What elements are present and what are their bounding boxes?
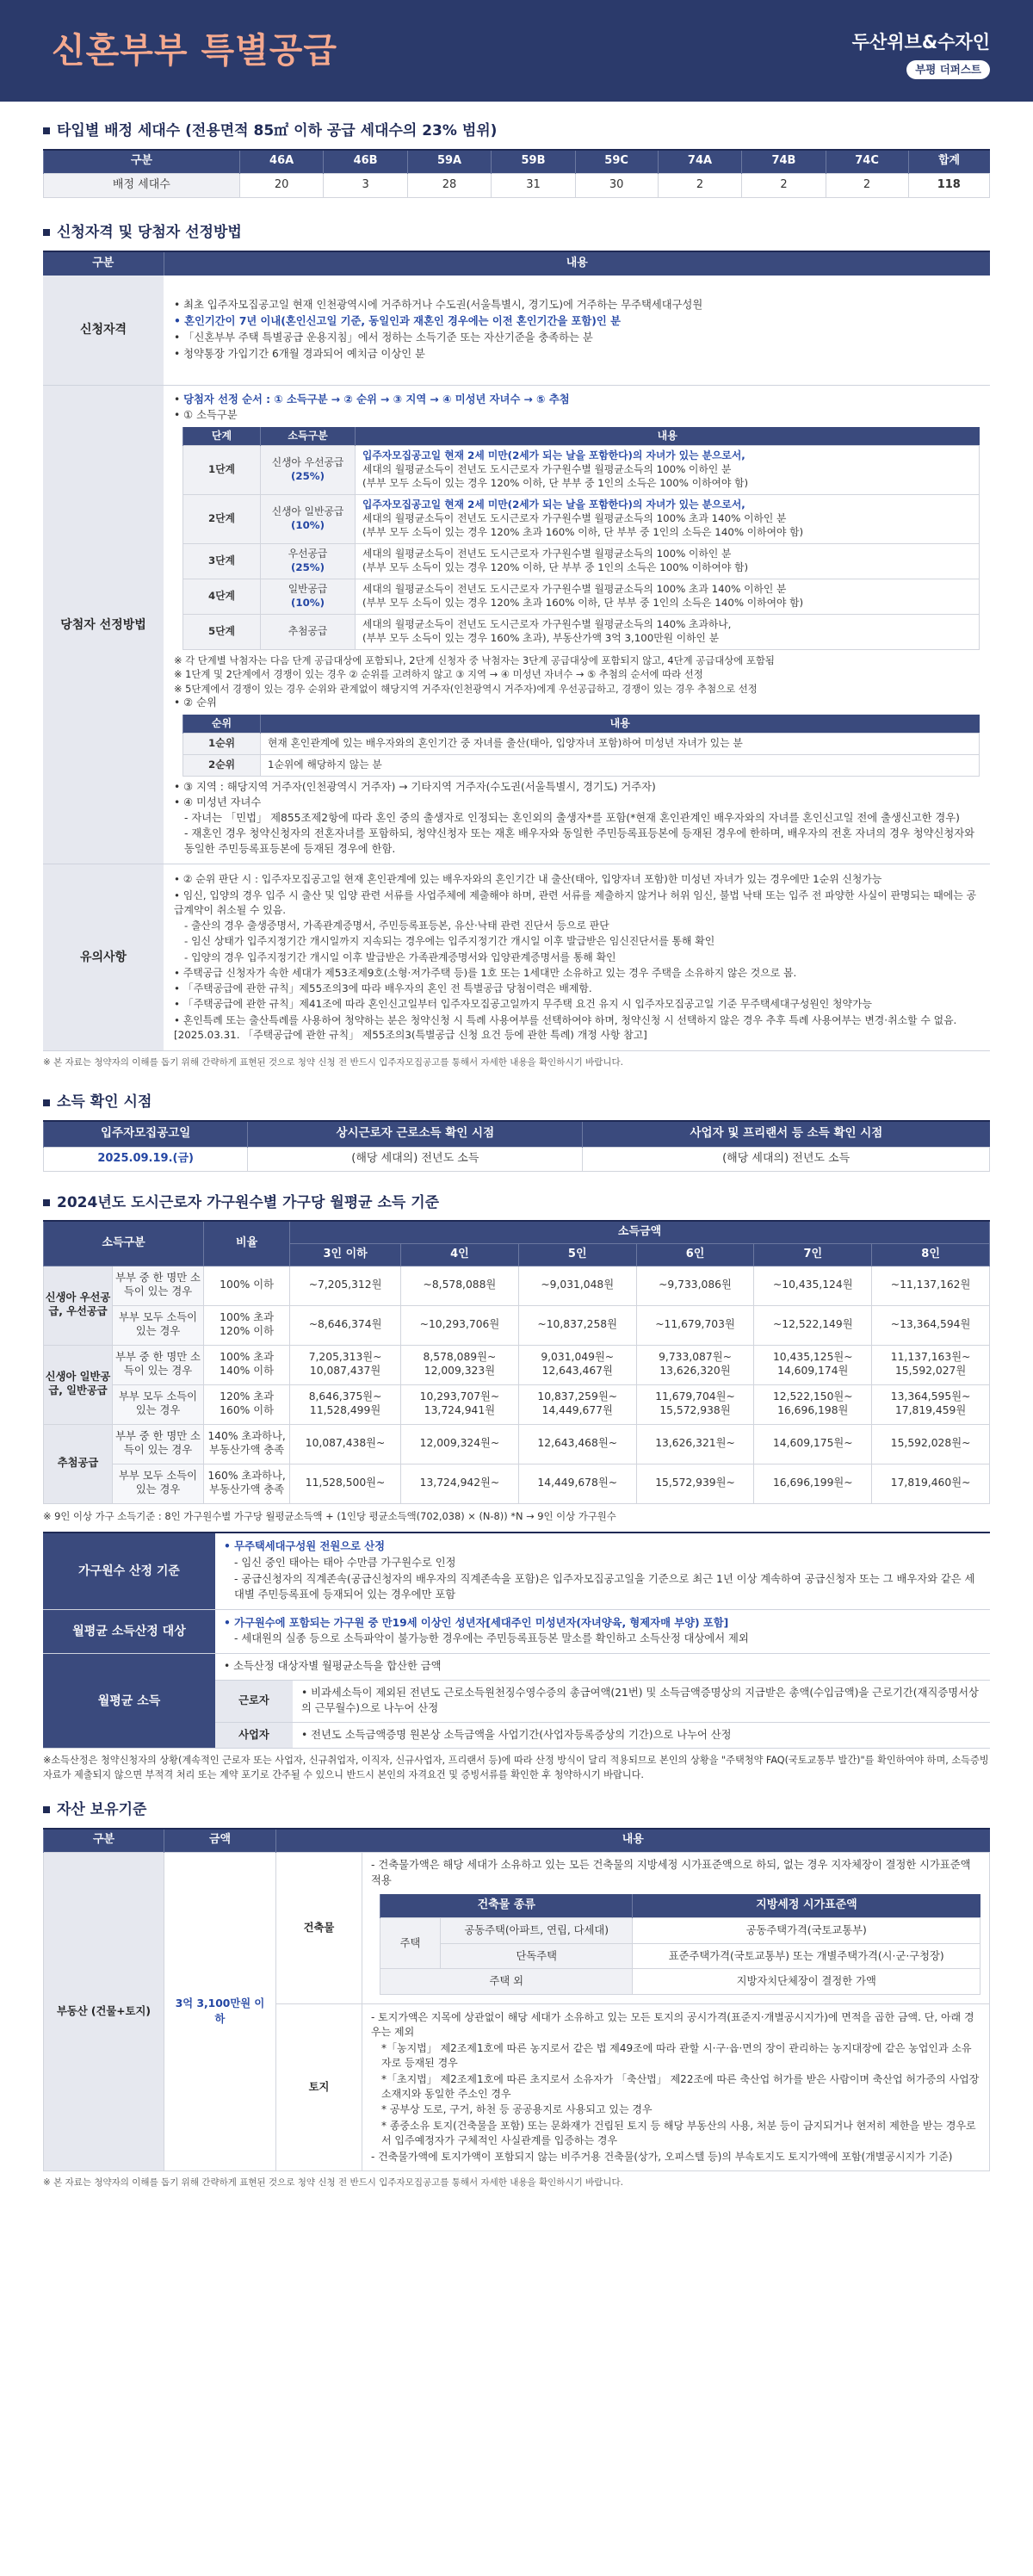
square-bullet-icon <box>43 1806 50 1813</box>
cell: 28 <box>407 174 492 198</box>
col-header: 46B <box>324 150 407 174</box>
footnote: ※ 본 자료는 청약자의 이해를 돕기 위해 간략하게 표현된 것으로 청약 신청 전 반드시 입주자모집공고를 통해서 자세한 내용을 확인하시기 바랍니다. <box>43 1057 623 1068</box>
income-calc-note: ※소득산정은 청약신청자의 상황(계속적인 근로자 또는 사업자, 신규취업자, 이직자, 신규사업자, 프리랜서 등)에 따라 산정 방식이 달리 적용되므로 본인의 상황을 "주택청약 FAQ(국토교통부 발간)"를 확인하여야 하며, 소득증빙 자료가 제출되지 않으면 부적격 처리 또는 계약 포기로 간주될 수 있으니 반드시 본인의 자격요건 및 증빙서류를 확인한 후 청약하시기 바랍니다. <box>43 1755 989 1780</box>
cell: 2 <box>826 174 908 198</box>
section-title-income-standard: 2024년도 도시근로자 가구원수별 가구당 월평균 소득 기준 <box>43 1192 990 1214</box>
qualification-content: • 최초 입주자모집공고일 현재 인천광역시에 거주하거나 수도권(서울특별시, 경기도)에 거주하는 무주택세대구성원 • 혼인기간이 7년 이내(혼인신고일 기준, 동일인과 재혼인 경우에는 이전 혼인기간을 포함)인 분 • 「신혼부부 주택 특별공급 운용지침」에서 정하는 소득기준 또는 자산기준을 충족하는 분 • 청약통장 가입기간 6개월 경과되어 예치금 이상인 분 <box>164 276 990 386</box>
cell: 2 <box>742 174 826 198</box>
row-label-caution: 유의사항 <box>43 864 164 1051</box>
col-header: 합계 <box>908 150 989 174</box>
stage-row: 2단계 신생아 일반공급 (10%) 입주자모집공고일 현재 2세 미만(2세가 되는 날을 포함한다)의 자녀가 있는 분으로서, 세대의 월평균소득이 전년도 도시근로자 가구원수별 월평균소득의 100% 초과 140% 이하인 분 (부부 모두 소득이 있는 경우 120% 초과 160% 이하, 단 부부 중 1인의 소득은 140% 이하여야 함) <box>183 495 980 544</box>
cell: 2 <box>658 174 742 198</box>
cell: 118 <box>908 174 989 198</box>
col-header: 74C <box>826 150 908 174</box>
col-header: 구분 <box>44 150 240 174</box>
income-standard-table: 소득구분 비율 소득금액 3인 이하 4인 5인 6인 7인 8인 신생아 우선공급, 우선공급 부부 중 한 명만 소득이 있는 경우 100% 이하 ~7,205,312원 ~8,578,088원 ~9,031,048원 ~9,733,086원 ~10,435,124원 ~11,137,162원 부부 모두 소득이 있는 경우 100% 초과 120% 이하 ~8,646,374원 ~10,293,706원 ~10,837,258원 ~11,679,703원 ~12,522,149원 ~13,364,594원 신생아 일반공급, 일반공급 부부 중 한 명만 소득이 있는 경우 100% 초과 140% 이하 7,205,313원~ 10,087,437원 8,578,089원~ 12,009,323원 9,031,049원~ 12,643,467원 9,733,087원~ 13,626,320원 10,435,125원~ 14,609,174원 11,137,163원~ 15,592,027원 부부 모두 소득이 있는 경우 120% 초과 160% 이하 8,646,375원~ 11,528,499원 10,293,707원~ 13,724,941원 10,837,259원~ 14,449,677원 11,679,704원~ 15,572,938원 12,522,150원~ 16,696,198원 13,364,595원~ 17,819,459원 추첨공급 부부 중 한 명만 소득이 있는 경우 140% 초과하나, 부동산가액 충족 10,087,438원~ 12,009,324원~ 12,643,468원~ 13,626,321원~ 14,609,175원~ 15,592,028원~ 부부 모두 소득이 있는 경우 160% 초과하나, 부동산가액 충족 11,528,500원~ 13,724,942원~ 14,449,678원~ 15,572,939원~ 16,696,199원~ 17,819,460원~ <box>43 1220 990 1504</box>
income-row: 추첨공급 부부 중 한 명만 소득이 있는 경우 140% 초과하나, 부동산가액 충족 10,087,438원~ 12,009,324원~ 12,643,468원~ 13,626,321원~ 14,609,175원~ 15,592,028원~ <box>44 1424 990 1464</box>
income-row: 부부 모두 소득이 있는 경우 100% 초과 120% 이하 ~8,646,374원 ~10,293,706원 ~10,837,258원 ~11,679,703원 ~12,522,149원 ~13,364,594원 <box>44 1305 990 1345</box>
stage-row: 3단계 우선공급 (25%) 세대의 월평균소득이 전년도 도시근로자 가구원수별 월평균소득의 100% 이하인 분 (부부 모두 소득이 있는 경우 120% 이하, 단 부부 중 1인의 소득은 100% 이하여야 함) <box>183 543 980 579</box>
asset-table: 구분 금액 내용 부동산 (건물+토지) 3억 3,100만원 이하 건축물 - 건축물가액은 해당 세대가 소유하고 있는 모든 건축물의 지방세정 시가표준액으로 하되, 없는 경우 지자체장이 결정한 시가표준액 적용 건축물 종류 지방세정 시가표준액 주택 공동주택(아파트, 연립, 다세대) 공동주택가격(국토교통부) 단독주택 표준주택가격(국토교통부) 또는 개별주택가격(시·군·구청장) 주택 외 지방자치단체장이 결정한 가액 토지 - 토지가액은 지목에 상관없이 해당 세대가 소유하고 있는 모든 토지의 공시가격(표준지·개별공시지가)에 면적을 곱한 금액. 단, 아래 경우는 제외 *「농지법」 제2조제1호에 따른 농지로서 같은 법 제49조에 따라 관할 시·구·읍·면의 장이 관리하는 농지대장에 같은 농업인과 소유자로 등재된 경우 *「초지법」 제2조제1호에 따른 초지로서 소유자가 「축산법」 제22조에 따른 축산업 허가를 받은 사람이며 축산업 허가증의 사업장 소재지와 동일한 주소인 경우 * 공부상 도로, 구거, 하천 등 공공용지로 사용되고 있는 경우 * 종중소유 토지(건축물을 포함) 또는 문화재가 건립된 토지 등 해당 부동산의 사용, 처분 등이 금지되거나 현저히 제한을 받는 경우로서 입주예정자가 구체적인 사실관계를 입증하는 경우 - 건축물가액에 토지가액이 포함되지 않는 비주거용 건축물(상가, 오피스텔 등)의 부속토지도 토지가액에 포함(개별공시지가 기준) <box>43 1828 990 2171</box>
cell: 30 <box>575 174 658 198</box>
complex-badge: 부평 더퍼스트 <box>906 60 990 79</box>
col-header: 74B <box>742 150 826 174</box>
footnote: ※ 본 자료는 청약자의 이해를 돕기 위해 간략하게 표현된 것으로 청약 신청 전 반드시 입주자모집공고를 통해서 자세한 내용을 확인하시기 바랍니다. <box>43 2177 623 2188</box>
cell: 배정 세대수 <box>44 174 240 198</box>
col-header: 46A <box>239 150 324 174</box>
col-header-content: 내용 <box>164 251 990 276</box>
section-title-allocation: 타입별 배정 세대수 (전용면적 85㎡ 이하 공급 세대수의 23% 범위) <box>43 121 990 142</box>
stage-row: 5단계 추첨공급 세대의 월평균소득이 전년도 도시근로자 가구원수별 월평균소득의 140% 초과하나, (부부 모두 소득이 있는 경우 160% 초과), 부동산가액 3억 3,100만원 이하인 분 <box>183 614 980 649</box>
caution-content: • ② 순위 판단 시 : 입주자모집공고일 현재 혼인관계에 있는 배우자와의 혼인기간 내 출산(태아, 입양자녀 포함)한 미성년 자녀가 있는 경우에만 1순위 신청가능 • 임신, 입양의 경우 입주 시 출산 및 입양 관련 서류를 사업주체에 제출해야 하며, 관련 서류를 제출하지 않거나 허위 임신, 불법 낙태 또는 입주 전 파양한 사실이 판명되는 때에는 공급계약이 취소될 수 있음. - 출산의 경우 출생증명서, 가족관계증명서, 주민등록표등본, 유산·낙태 관련 진단서 등으로 판단 - 임신 상태가 입주지정기간 개시일까지 지속되는 경우에는 입주지정기간 개시일 이후 발급받은 임신진단서를 통해 확인 - 입양의 경우 입주지정기간 개시일 이후 발급받은 가족관계증명서와 입양관계증명서를 통해 확인 • 주택공급 신청자가 속한 세대가 제53조제9호(소형·저가주택 등)를 1호 또는 1세대만 소유하고 있는 경우 주택을 소유하지 않은 것으로 봄. • 「주택공급에 관한 규칙」제55조의3에 따라 배우자의 혼인 전 특별공급 당첨이력은 배제함. • 「주택공급에 관한 규칙」제41조에 따라 혼인신고일부터 입주자모집공고일까지 무주택 요건 유지 시 입주자모집공고일 기준 무주택세대구성원인 청약가능 • 혼인특례 또는 출산특례를 사용하여 청약하는 분은 청약신청 시 특례 사용여부를 선택하여야 하며, 청약신청 시 선택하지 않은 경우 추후 특례 사용여부는 변경·취소할 수 없음. [2025.03.31. 「주택공급에 관한 규칙」 제55조의3(특별공급 신청 요건 등에 관한 특례) 개정 사항 참고] <box>164 864 990 1051</box>
col-header: 74A <box>658 150 742 174</box>
section-title-assets: 자산 보유기준 <box>43 1799 990 1821</box>
square-bullet-icon <box>43 1099 50 1106</box>
income-row: 신생아 우선공급, 우선공급 부부 중 한 명만 소득이 있는 경우 100% 이하 ~7,205,312원 ~8,578,088원 ~9,031,048원 ~9,733,086원 ~10,435,124원 ~11,137,162원 <box>44 1266 990 1305</box>
stage-note: ※ 1단계 및 2단계에서 경쟁이 있는 경우 ② 순위를 고려하지 않고 ③ 지역 → ④ 미성년 자녀수 → ⑤ 추첨의 순서에 따라 선정 <box>174 668 703 681</box>
income-check-table: 입주자모집공고일 상시근로자 근로소득 확인 시점 사업자 및 프리랜서 등 소득 확인 시점 2025.09.19.(금) (해당 세대의) 전년도 소득 (해당 세대의) 전년도 소득 <box>43 1120 990 1172</box>
col-header: 59A <box>407 150 492 174</box>
stage-note: ※ 5단계에서 경쟁이 있는 경우 순위와 관계없이 해당지역 거주자(인천광역시 거주자)에게 우선공급하고, 경쟁이 있는 경우 추첨으로 선정 <box>174 682 758 695</box>
cell: 3 <box>324 174 407 198</box>
header-banner <box>0 0 1033 102</box>
stage-note: ※ 각 단계별 낙첨자는 다음 단계 공급대상에 포함되나, 2단계 신청자 중 낙첨자는 3단계 공급대상에 포함되지 않고, 4단계 공급대상에 포함됨 <box>174 653 775 666</box>
square-bullet-icon <box>43 127 50 134</box>
size-header: 3인 이하 <box>290 1243 401 1266</box>
col-header: 59B <box>492 150 575 174</box>
household-criteria-table: 가구원수 산정 기준 • 무주택세대구성원 전원으로 산정 - 임신 중인 태아는 태아 수만큼 가구원수로 인정 - 공급신청자의 직계존속(공급신청자의 배우자의 직계존속을 포함)은 입주자모집공고일을 기준으로 최근 1년 이상 계속하여 공급신청자 또는 그 배우자와 같은 세대별 주민등록표에 등재되어 있는 경우에만 포함 월평균 소득산정 대상 • 가구원수에 포함되는 가구원 중 만19세 이상인 성년자[세대주인 미성년자(자녀양육, 형제자매 부양) 포함] - 세대원의 실종 등으로 소득파악이 불가능한 경우에는 주민등록표등본 말소를 확인하고 소득산정 대상에서 제외 월평균 소득 • 소득산정 대상자별 월평균소득을 합산한 금액 근로자 • 비과세소득이 제외된 전년도 근로소득원천징수영수증의 총급여액(21번) 및 소득금액증명상의 지급받은 총액(수입금액)을 근로기간(재직증명서상의 근무월수)으로 나누어 산정 사업자 • 전년도 소득금액증명 원본상 소득금액을 사업기간(사업자등록증상의 기간)으로 나누어 산정 <box>43 1532 990 1749</box>
cell: 20 <box>239 174 324 198</box>
section-title-eligibility: 신청자격 및 당첨자 선정방법 <box>43 222 990 244</box>
row-label-qualification: 신청자격 <box>43 276 164 386</box>
brand-name: 두산위브&수자인 <box>851 32 990 53</box>
row-label-selection: 당첨자 선정방법 <box>43 386 164 864</box>
size-header: 6인 <box>636 1243 754 1266</box>
square-bullet-icon <box>43 229 50 236</box>
income-row: 부부 모두 소득이 있는 경우 120% 초과 160% 이하 8,646,375원~ 11,528,499원 10,293,707원~ 13,724,941원 10,837,259원~ 14,449,677원 11,679,704원~ 15,572,938원 12,522,150원~ 16,696,198원 13,364,595원~ 17,819,459원 <box>44 1384 990 1424</box>
rank-table: 순위 내용 1순위 현재 혼인관계에 있는 배우자와의 혼인기간 중 자녀를 출산(태아, 입양자녀 포함)하여 미성년 자녀가 있는 분 2순위 1순위에 해당하지 않는 분 <box>182 715 980 777</box>
size-header: 7인 <box>754 1243 872 1266</box>
allocation-table <box>43 149 990 199</box>
income-row: 신생아 일반공급, 일반공급 부부 중 한 명만 소득이 있는 경우 100% 초과 140% 이하 7,205,313원~ 10,087,437원 8,578,089원~ 12,009,323원 9,031,049원~ 12,643,467원 9,733,087원~ 13,626,320원 10,435,125원~ 14,609,174원 11,137,163원~ 15,592,027원 <box>44 1345 990 1384</box>
size-header: 4인 <box>401 1243 519 1266</box>
col-header: 59C <box>575 150 658 174</box>
size-header: 8인 <box>872 1243 990 1266</box>
stage-row: 1단계 신생아 우선공급 (25%) 입주자모집공고일 현재 2세 미만(2세가 되는 날을 포함한다)의 자녀가 있는 분으로서, 세대의 월평균소득이 전년도 도시근로자 가구원수별 월평균소득의 100% 이하인 분 (부부 모두 소득이 있는 경우 120% 이하, 단 부부 중 1인의 소득은 100% 이하여야 함) <box>183 446 980 495</box>
cell: 31 <box>492 174 575 198</box>
income-note: ※ 9인 이상 가구 소득기준 : 8인 가구원수별 가구당 월평균소득액 + (1인당 평균소득액(702,038) × (N-8)) *N → 9인 이상 가구원수 <box>43 1509 616 1522</box>
col-header-kind: 구분 <box>43 251 164 276</box>
size-header: 5인 <box>518 1243 636 1266</box>
page-title: 신혼부부 특별공급 <box>52 31 338 71</box>
selection-content: • 당첨자 선정 순서 : ① 소득구분 → ② 순위 → ③ 지역 → ④ 미성년 자녀수 → ⑤ 추첨 • ① 소득구분 단계 소득구분 내용 1단계 신생아 우선공급 (25%) 입주자모집공고일 현재 2세 미만(2세가 되는 날을 포함한다)의 자녀가 있는 분으로서, 세대의 월평균소득이 전년도 도시근로자 가구원수별 월평균소득의 100% 이하인 분 (부부 모두 소득이 있는 경우 120% 이하, 단 부부 중 1인의 소득은 100% 이하여야 함) 2단계 신생아 일반공급 (10%) 입주자모집공고일 현재 2세 미만(2세가 되는 날을 포함한다)의 자녀가 있는 분으로서, 세대의 월평균소득이 전년도 도시근로자 가구원수별 월평균소득의 100% 초과 140% 이하인 분 (부부 모두 소득이 있는 경우 120% 초과 160% 이하, 단 부부 중 1인의 소득은 140% 이하여야 함) 3단계 우선공급 (25%) 세대의 월평균소득이 전년도 도시근로자 가구원수별 월평균소득의 100% 이하인 분 (부부 모두 소득이 있는 경우 120% 이하, 단 부부 중 1인의 소득은 100% 이하여야 함) 4단계 일반공급 (10%) 세대의 월평균소득이 전년도 도시근로자 가구원수별 월평균소득의 100% 초과 140% 이하인 분 (부부 모두 소득이 있는 경우 120% 초과 160% 이하, 단 부부 중 1인의 소득은 140% 이하여야 함) 5단계 추첨공급 세대의 월평균소득이 전년도 도시근로자 가구원수별 월평균소득의 140% 초과하나, (부부 모두 소득이 있는 경우 160% 초과), 부동산가액 3억 3,100만원 이하인 분 ※ 각 단계별 낙첨자는 다음 단계 공급대상에 포함되나, 2단계 신청자 중 낙첨자는 3단계 공급대상에 포함되지 않고, 4단계 공급대상에 포함됨 ※ 1단계 및 2단계에서 경쟁이 있는 경우 ② 순위를 고려하지 않고 ③ 지역 → ④ 미성년 자녀수 → ⑤ 추첨의 순서에 따라 선정 ※ 5단계에서 경쟁이 있는 경우 순위와 관계없이 해당지역 거주자(인천광역시 거주자)에게 우선공급하고, 경쟁이 있는 경우 추첨으로 선정 • ② 순위 순위 내용 1순위 현재 혼인관계에 있는 배우자와의 혼인기간 중 자녀를 출산(태아, 입양자녀 포함)하여 미성년 자녀가 있는 분 2순위 1순위에 해당하지 않는 분 • ③ 지역 : 해당지역 거주자(인천광역시 거주자) → 기타지역 거주자(수도권(서울특별시, 경기도) 거주자) • ④ 미성년 자녀수 - 자녀는 「민법」 제855조제2항에 따라 혼인 중의 출생자로 인정되는 혼인외의 출생자*를 포함(*현재 혼인관계인 배우자와의 자녀를 혼인신고일 전에 출생신고한 경우) - 재혼인 경우 청약신청자의 전혼자녀를 포함하되, 청약신청자 또는 재혼 배우자와 동일한 주민등록표등본에 등재된 경우에 한하며, 배우자의 전혼 자녀의 경우 청약신청자와 동일한 주민등록표등본에 등재된 경우에 한함. <box>164 386 990 864</box>
eligibility-table <box>43 251 990 1051</box>
income-stage-table: 단계 소득구분 내용 1단계 신생아 우선공급 (25%) 입주자모집공고일 현재 2세 미만(2세가 되는 날을 포함한다)의 자녀가 있는 분으로서, 세대의 월평균소득이 전년도 도시근로자 가구원수별 월평균소득의 100% 이하인 분 (부부 모두 소득이 있는 경우 120% 이하, 단 부부 중 1인의 소득은 100% 이하여야 함) 2단계 신생아 일반공급 (10%) 입주자모집공고일 현재 2세 미만(2세가 되는 날을 포함한다)의 자녀가 있는 분으로서, 세대의 월평균소득이 전년도 도시근로자 가구원수별 월평균소득의 100% 초과 140% 이하인 분 (부부 모두 소득이 있는 경우 120% 초과 160% 이하, 단 부부 중 1인의 소득은 140% 이하여야 함) 3단계 우선공급 (25%) 세대의 월평균소득이 전년도 도시근로자 가구원수별 월평균소득의 100% 이하인 분 (부부 모두 소득이 있는 경우 120% 이하, 단 부부 중 1인의 소득은 100% 이하여야 함) 4단계 일반공급 (10%) 세대의 월평균소득이 전년도 도시근로자 가구원수별 월평균소득의 100% 초과 140% 이하인 분 (부부 모두 소득이 있는 경우 120% 초과 160% 이하, 단 부부 중 1인의 소득은 140% 이하여야 함) 5단계 추첨공급 세대의 월평균소득이 전년도 도시근로자 가구원수별 월평균소득의 140% 초과하나, (부부 모두 소득이 있는 경우 160% 초과), 부동산가액 3억 3,100만원 이하인 분 <box>182 427 980 650</box>
square-bullet-icon <box>43 1199 50 1206</box>
building-value-table: 건축물 종류 지방세정 시가표준액 주택 공동주택(아파트, 연립, 다세대) 공동주택가격(국토교통부) 단독주택 표준주택가격(국토교통부) 또는 개별주택가격(시·군·구청장) 주택 외 지방자치단체장이 결정한 가액 <box>380 1894 980 1995</box>
income-row: 부부 모두 소득이 있는 경우 160% 초과하나, 부동산가액 충족 11,528,500원~ 13,724,942원~ 14,449,678원~ 15,572,939원~ 16,696,199원~ 17,819,460원~ <box>44 1464 990 1503</box>
stage-row: 4단계 일반공급 (10%) 세대의 월평균소득이 전년도 도시근로자 가구원수별 월평균소득의 100% 초과 140% 이하인 분 (부부 모두 소득이 있는 경우 120% 초과 160% 이하, 단 부부 중 1인의 소득은 140% 이하여야 함) <box>183 579 980 614</box>
section-title-income-check: 소득 확인 시점 <box>43 1092 990 1113</box>
